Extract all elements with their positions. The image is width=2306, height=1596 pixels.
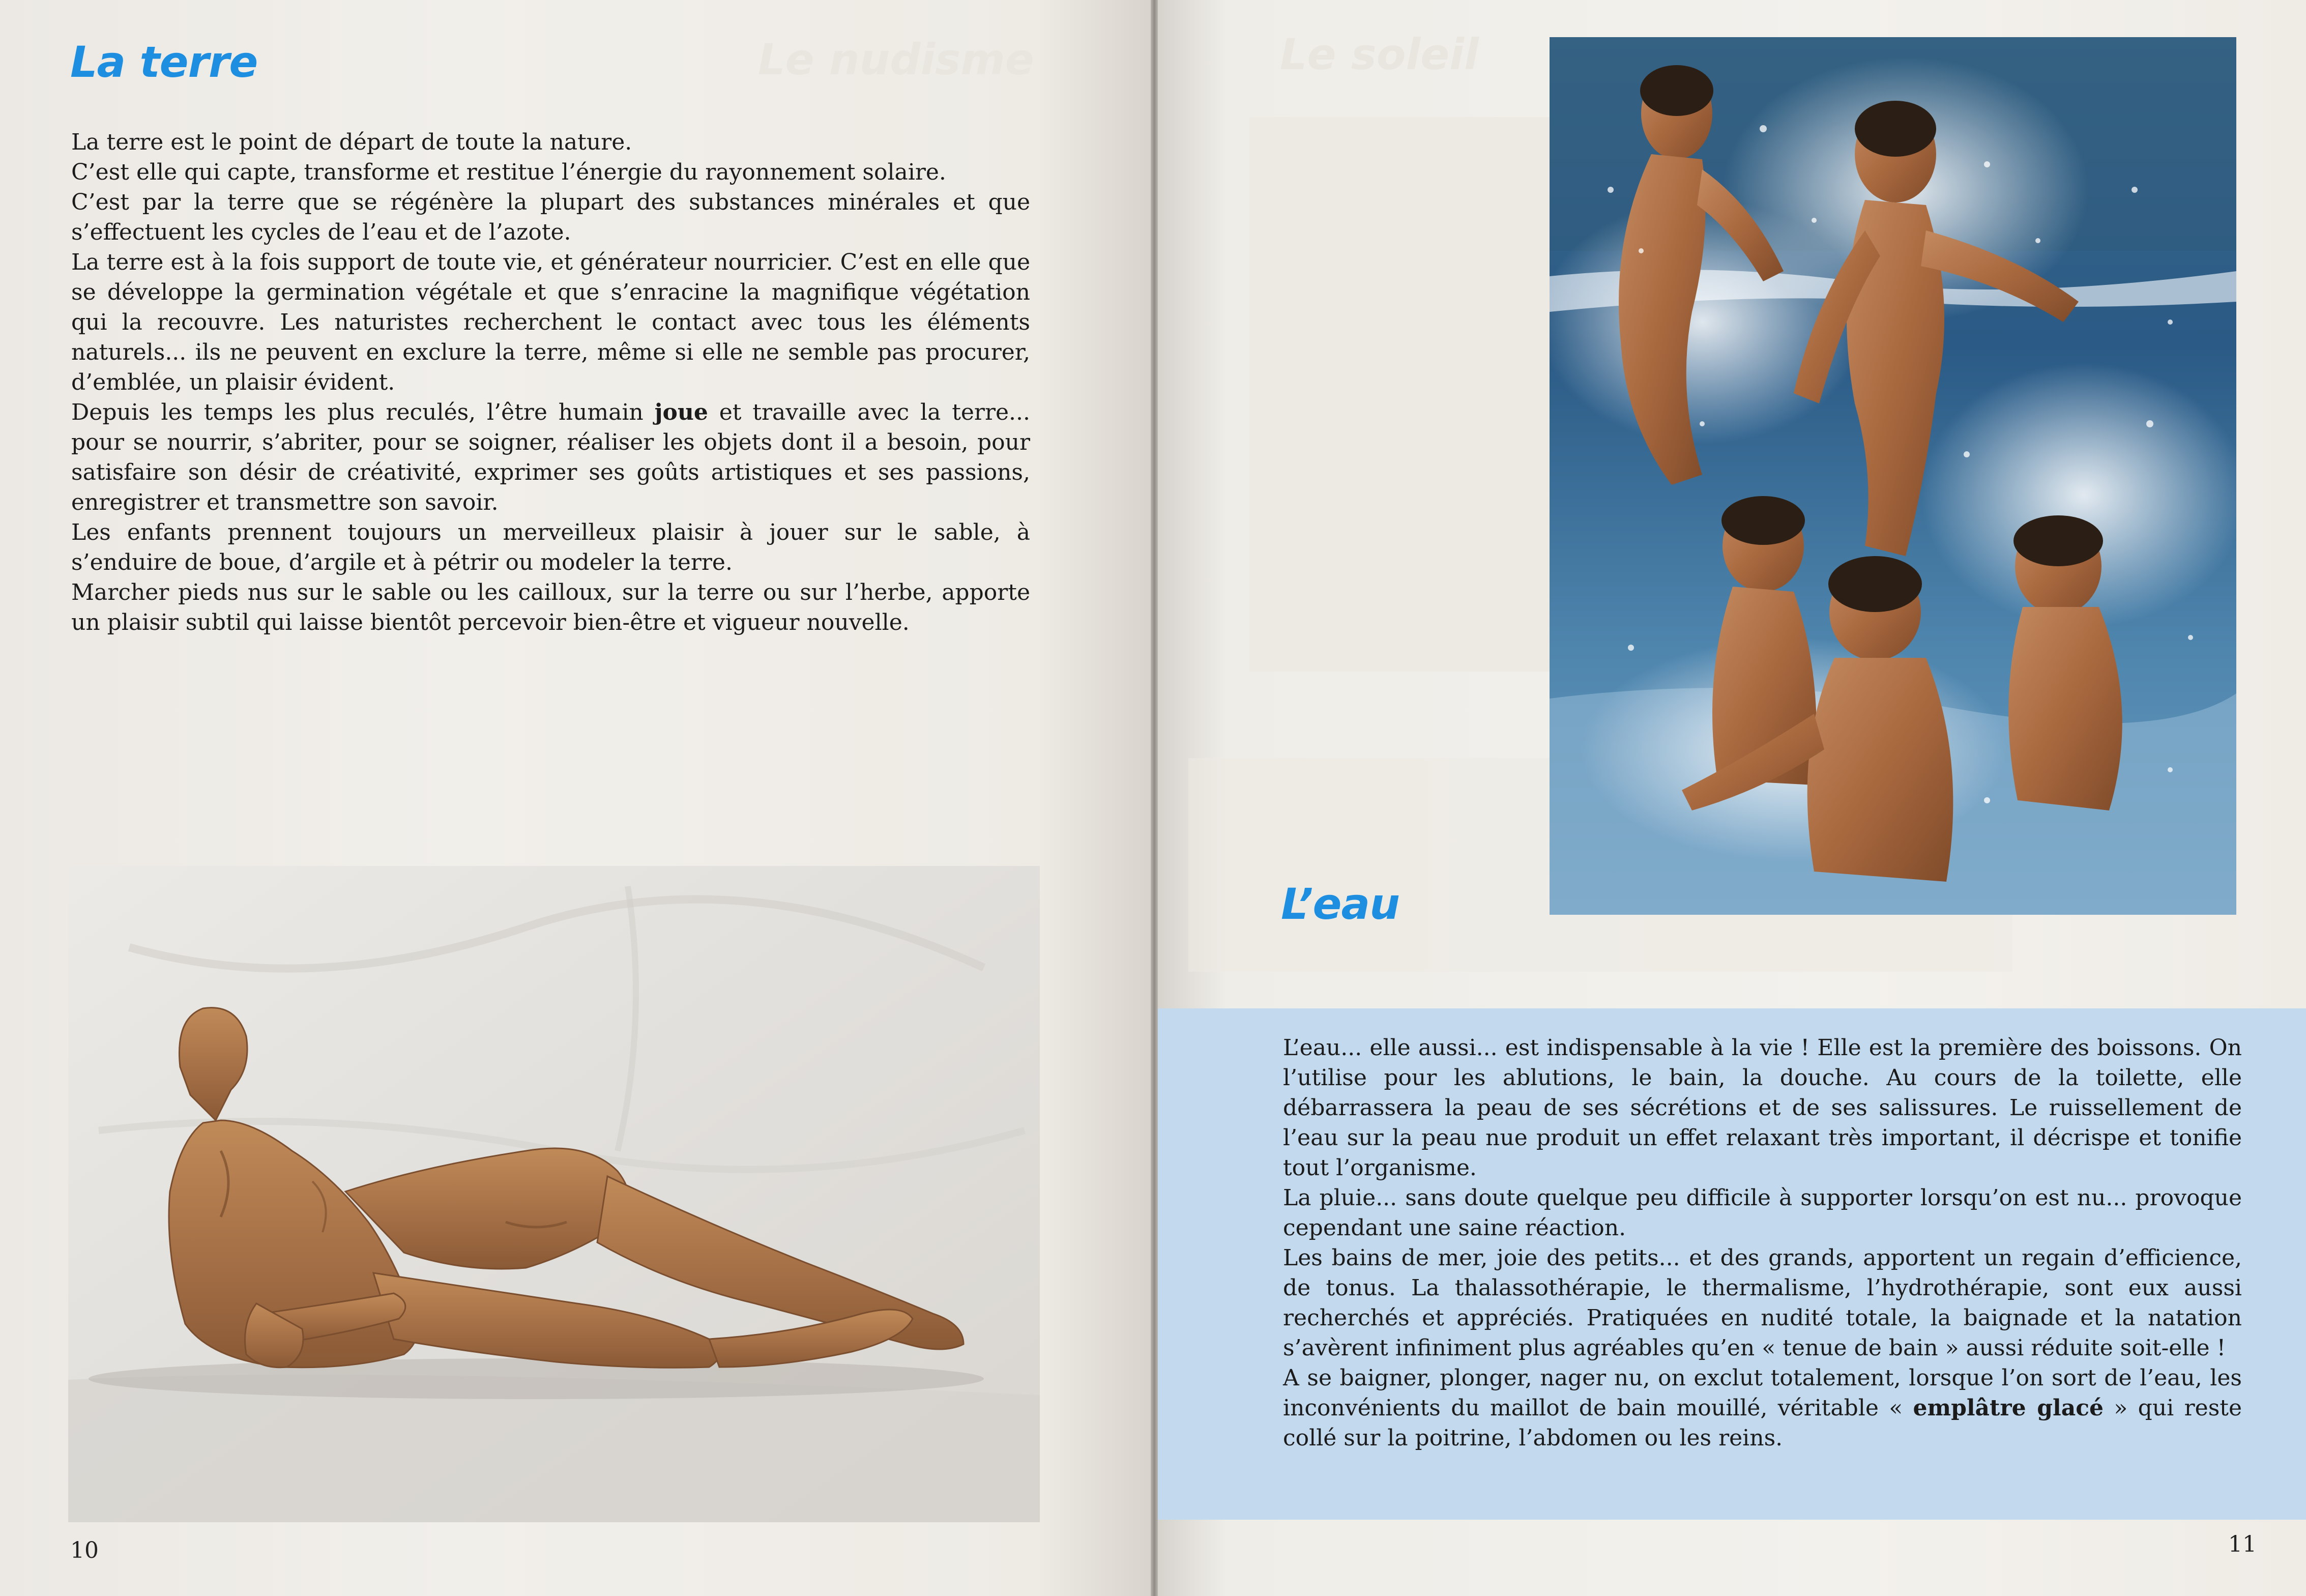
text-run: A se baigner, plonger, nager nu, on exclut totalement, lorsque l’on sort de l’eau, les inconvénients du maillot de bain mouillé, véritable « — [1283, 1365, 2242, 1421]
ghost-heading-bleed: Le nudisme — [758, 35, 1034, 84]
bold-text-run: joue — [654, 399, 708, 425]
la-terre-body-text — [71, 127, 1030, 637]
paragraph — [71, 187, 1030, 247]
children-splashing-photo — [1550, 37, 2236, 915]
heading-l-eau: L’eau — [1281, 879, 1400, 929]
text-run: Marcher pieds nus sur le sable ou les cailloux, sur la terre ou sur l’herbe, apporte un plaisir subtil qui laisse bientôt percevoir bien-être et vigueur nouvelle. — [71, 579, 1030, 635]
text-run: C’est elle qui capte, transforme et restitue l’énergie du rayonnement solaire. — [71, 159, 946, 185]
paragraph — [71, 577, 1030, 637]
page-number-left: 10 — [70, 1537, 99, 1563]
text-run: La pluie... sans doute quelque peu difficile à supporter lorsqu’on est nu... provoque cependant une saine réaction. — [1283, 1185, 2242, 1241]
paragraph — [71, 397, 1030, 517]
paragraph — [1283, 1183, 2242, 1243]
paragraph — [71, 517, 1030, 577]
left-page — [0, 0, 1151, 1596]
paragraph — [1283, 1363, 2242, 1453]
text-run: La terre est à la fois support de toute vie, et générateur nourricier. C’est en elle que se développe la germination végétale et que s’enracine la magnifique végétation qui la recouvre. Les naturistes recherchent le contact avec tous les éléments naturels... ils ne peuvent en exclure la terre, même si elle ne semble pas procurer, d’emblée, un plaisir évident. — [71, 249, 1030, 395]
text-run: C’est par la terre que se régénère la plupart des substances minérales et que s’effectuent les cycles de l’eau et de l’azote. — [71, 189, 1030, 245]
book-spine — [1151, 0, 1158, 1596]
text-run: Les bains de mer, joie des petits... et des grands, apportent un regain d’efficience, de tonus. La thalassothérapie, le thermalisme, l’hydrothérapie, sont eux aussi recherchés et appréciés. Pratiquées en nudité totale, la baignade et la natation s’avèrent infiniment plus agréables qu’en « tenue de bain » aussi réduite soit-elle ! — [1283, 1245, 2242, 1361]
paragraph — [1283, 1243, 2242, 1363]
paragraph — [71, 157, 1030, 187]
page-number-right: 11 — [2228, 1531, 2257, 1557]
paragraph — [71, 127, 1030, 157]
text-run: » qui reste collé sur la poitrine, l’abdomen ou les reins. — [1283, 1395, 2242, 1451]
ghost-heading-bleed: Le soleil — [1280, 30, 1479, 79]
paragraph — [1283, 1033, 2242, 1183]
text-run: et travaille avec la terre... pour se nourrir, s’abriter, pour se soigner, réaliser les objets dont il a besoin, pour satisfaire son désir de créativité, exprimer ses goûts artistiques et ses passions, enregistrer et transmettre son savoir. — [71, 399, 1030, 515]
paragraph — [71, 247, 1030, 397]
text-run: Depuis les temps les plus reculés, l’être humain — [71, 399, 655, 425]
text-run: L’eau... elle aussi... est indispensable à la vie ! Elle est la première des boissons. On l’utilise pour les ablutions, le bain, la douche. Au cours de la toilette, elle débarrassera la peau de ses sécrétions et de ses salissures. Le ruissellement de l’eau sur la peau nue produit un effet relaxant très important, il décrispe et tonifie tout l’organisme. — [1283, 1035, 2242, 1181]
heading-la-terre: La terre — [70, 37, 258, 87]
text-run: La terre est le point de départ de toute la nature. — [71, 129, 632, 155]
l-eau-body-text — [1283, 1033, 2242, 1453]
bold-text-run: emplâtre glacé — [1913, 1395, 2104, 1421]
clay-sculpture-photo — [68, 866, 1040, 1522]
text-run: Les enfants prennent toujours un merveilleux plaisir à jouer sur le sable, à s’enduire de boue, d’argile et à pétrir ou modeler la terre. — [71, 519, 1030, 575]
